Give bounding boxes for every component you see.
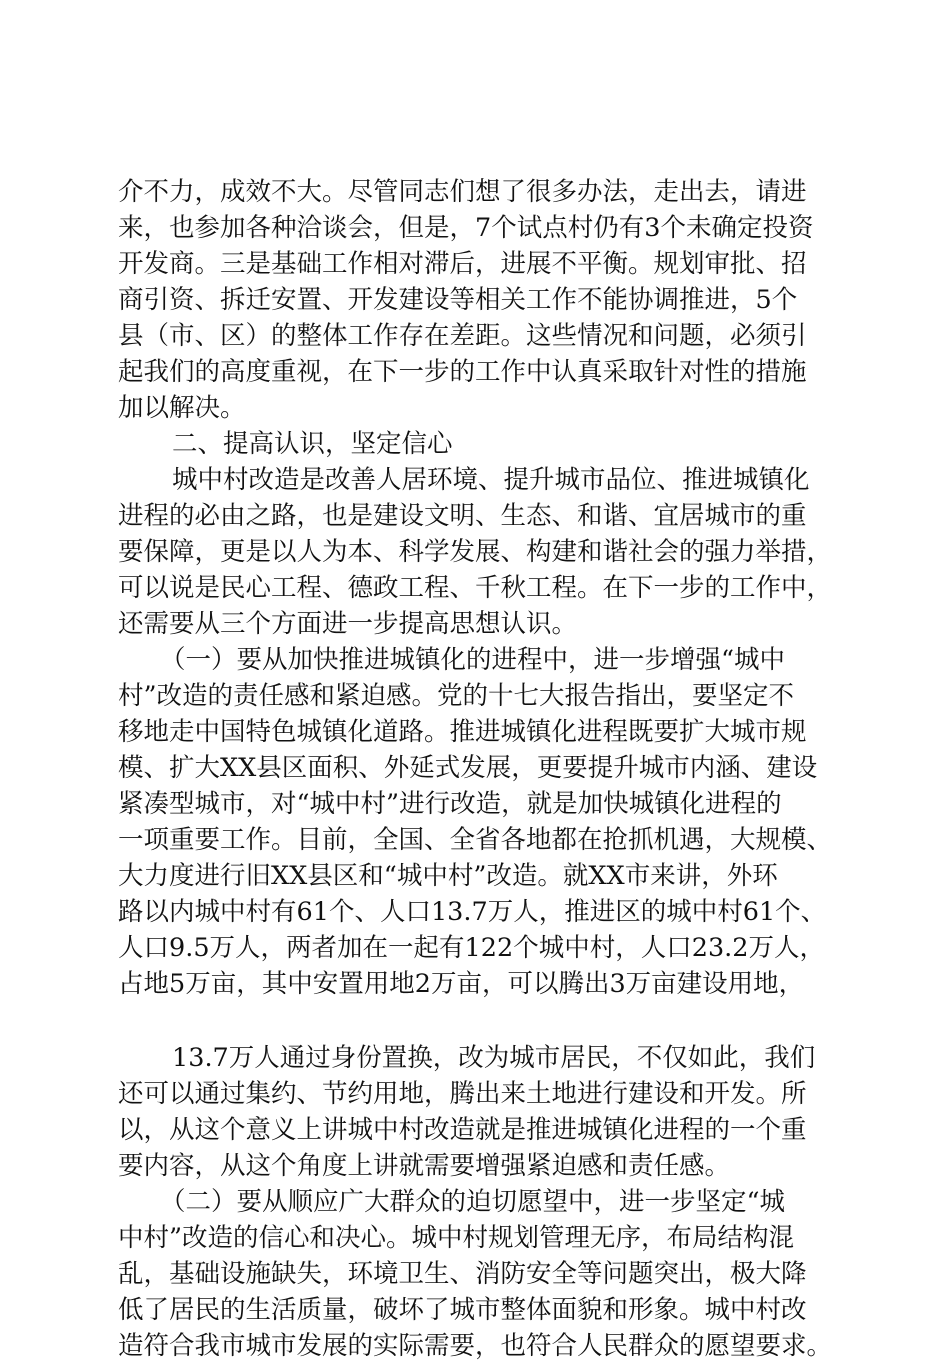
text-line: （一）要从加快推进城镇化的进程中，进一步增强“城中 (160, 645, 786, 675)
text-line: 村”改造的责任感和紧迫感。党的十七大报告指出，要坚定不 (118, 681, 795, 711)
text-line: 城中村改造是改善人居环境、提升城市品位、推进城镇化 (172, 465, 810, 495)
text-line: 大力度进行旧XX县区和“城中村”改造。就XX市来讲，外环 (118, 861, 778, 891)
text-line: 进程的必由之路，也是建设文明、生态、和谐、宜居城市的重 (118, 501, 807, 531)
text-line: 要内容，从这个角度上讲就需要增强紧迫感和责任感。 (118, 1151, 731, 1181)
text-line: 要保障，更是以人为本、科学发展、构建和谐社会的强力举措， (118, 537, 833, 567)
text-line: 一项重要工作。目前，全国、全省各地都在抢抓机遇，大规模、 (118, 825, 833, 855)
text-line: 县（市、区）的整体工作存在差距。这些情况和问题，必须引 (118, 321, 807, 351)
text-line: 加以解决。 (118, 393, 246, 423)
text-line: 造符合我市城市发展的实际需要，也符合人民群众的愿望要求。 (118, 1331, 833, 1361)
text-line: 模、扩大XX县区面积、外延式发展，更要提升城市内涵、建设 (118, 753, 818, 783)
text-line: 乱，基础设施缺失，环境卫生、消防安全等问题突出，极大降 (118, 1259, 807, 1289)
text-line: 商引资、拆迁安置、开发建设等相关工作不能协调推进，5个 (118, 285, 798, 315)
text-line: 起我们的高度重视，在下一步的工作中认真采取针对性的措施 (118, 357, 807, 387)
text-line: 中村”改造的信心和决心。城中村规划管理无序，布局结构混 (118, 1223, 795, 1253)
text-line: 来，也参加各种洽谈会，但是，7个试点村仍有3个未确定投资 (118, 213, 814, 243)
text-line: （二）要从顺应广大群众的迫切愿望中，进一步坚定“城 (160, 1187, 786, 1217)
text-line: 占地5万亩，其中安置用地2万亩，可以腾出3万亩建设用地， (118, 969, 805, 999)
text-line: 可以说是民心工程、德政工程、千秋工程。在下一步的工作中， (118, 573, 833, 603)
text-line: 13.7万人通过身份置换，改为城市居民，不仅如此，我们 (172, 1043, 816, 1073)
text-line: 紧凑型城市，对“城中村”进行改造，就是加快城镇化进程的 (118, 789, 782, 819)
section-heading: 二、提高认识，坚定信心 (172, 429, 453, 459)
text-line: 低了居民的生活质量，破坏了城市整体面貌和形象。城中村改 (118, 1295, 807, 1325)
text-line: 介不力，成效不大。尽管同志们想了很多办法，走出去，请进 (118, 177, 807, 207)
text-line: 以，从这个意义上讲城中村改造就是推进城镇化进程的一个重 (118, 1115, 807, 1145)
text-line: 还需要从三个方面进一步提高思想认识。 (118, 609, 578, 639)
text-line: 开发商。三是基础工作相对滞后，进展不平衡。规划审批、招 (118, 249, 807, 279)
text-line: 人口9.5万人，两者加在一起有122个城中村，人口23.2万人， (118, 933, 826, 963)
text-line: 移地走中国特色城镇化道路。推进城镇化进程既要扩大城市规 (118, 717, 807, 747)
text-line: 还可以通过集约、节约用地，腾出来土地进行建设和开发。所 (118, 1079, 807, 1109)
text-line: 路以内城中村有61个、人口13.7万人，推进区的城中村61个、 (118, 897, 827, 927)
